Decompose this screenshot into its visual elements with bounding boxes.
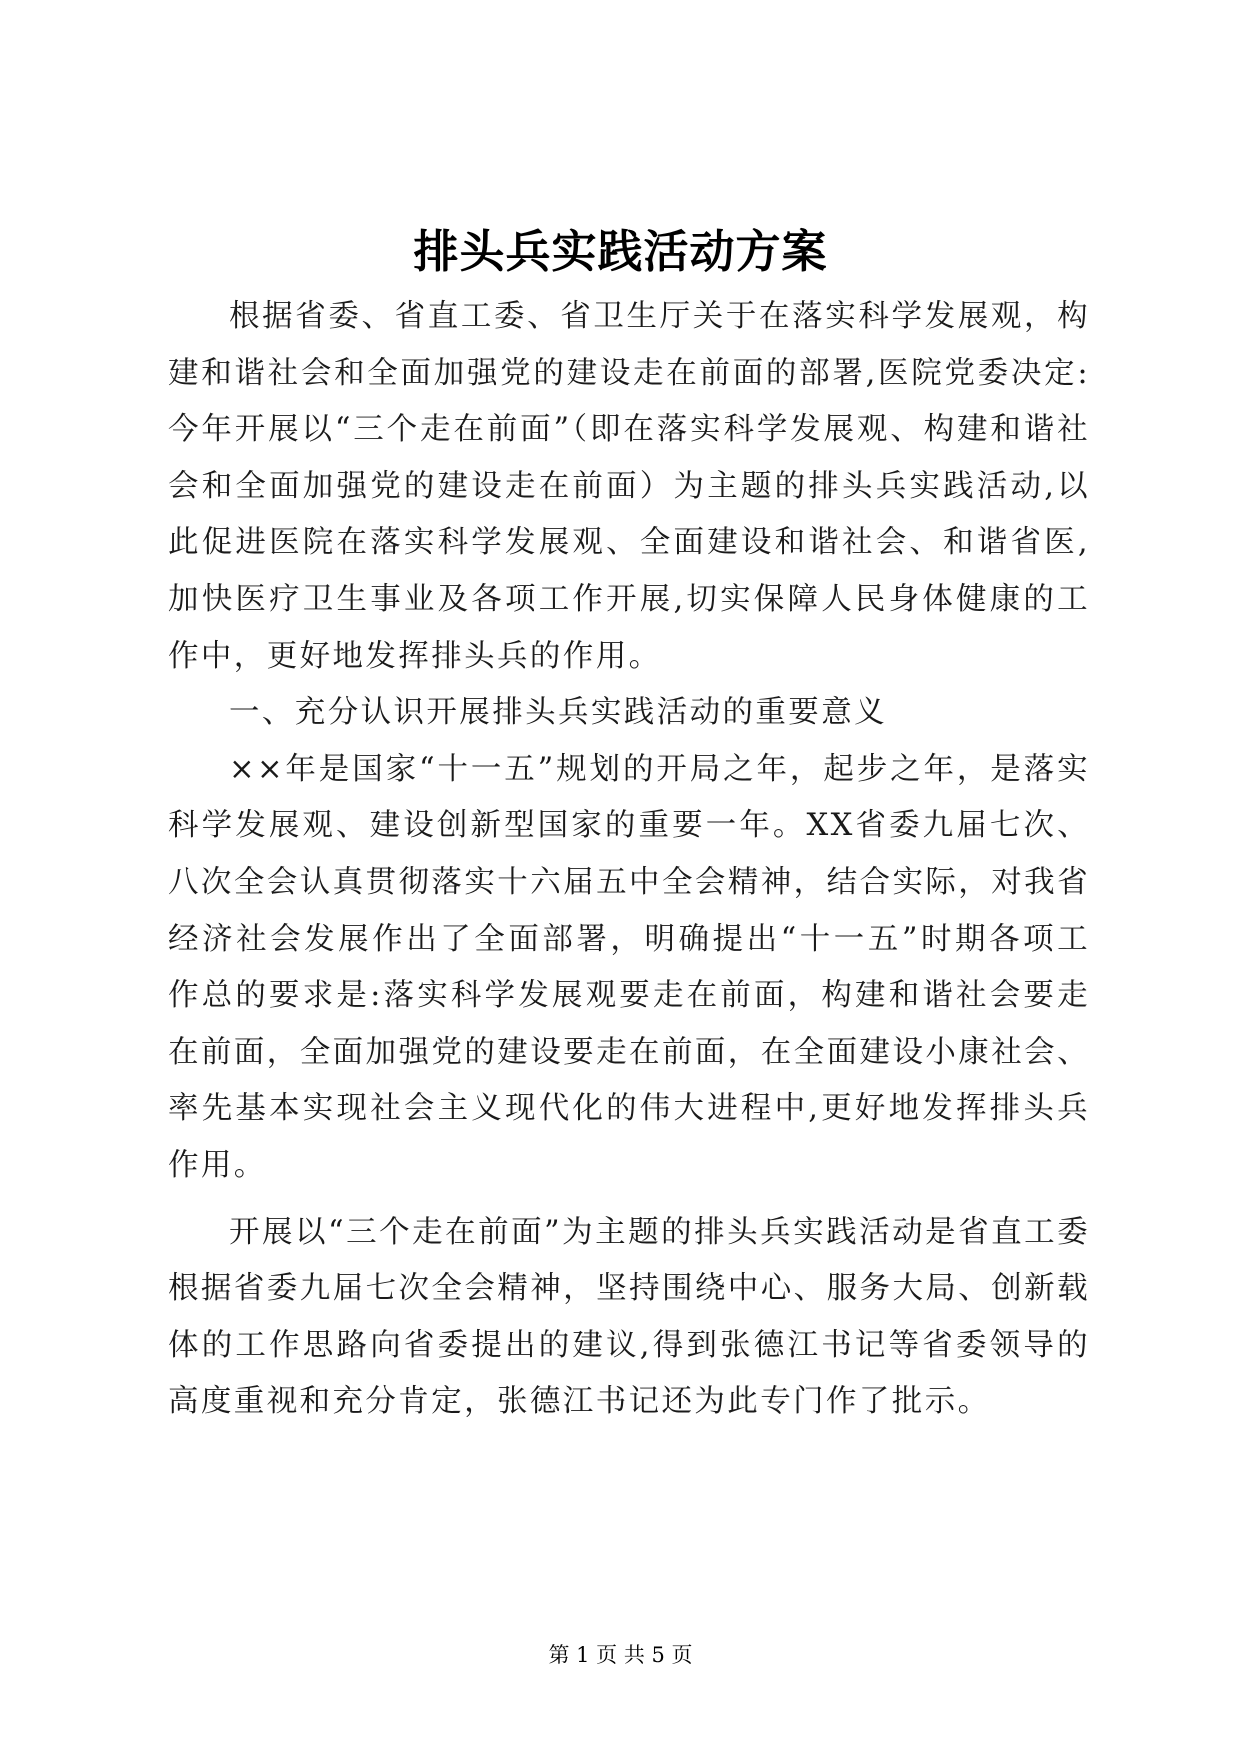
paragraph-intro: 根据省委、省直工委、省卫生厅关于在落实科学发展观，构建和谐社会和全面加强党的建设走在前面的部署,医院党委决定:今年开展以“三个走在前面”（即在落实科学发展观、构建和谐社会和全面加强党的建设走在前面）为主题的排头兵实践活动,以此促进医院在落实科学发展观、全面建设和谐社会、和谐省医,加快医疗卫生事业及各项工作开展,切实保障人民身体健康的工作中，更好地发挥排头兵的作用。 — [168, 299, 1090, 674]
paragraph-background: 开展以“三个走在前面”为主题的排头兵实践活动是省直工委根据省委九届七次全会精神，坚持围绕中心、服务大局、创新载体的工作思路向省委提出的建议,得到张德江书记等省委领导的高度重视和充分肯定，张德江书记还为此专门作了批示。 — [168, 1214, 1090, 1420]
section-heading-1: 一、充分认识开展排头兵实践活动的重要意义 — [229, 695, 887, 731]
document-body — [168, 289, 1090, 1431]
document-title: 排头兵实践活动方案 — [413, 225, 828, 278]
paragraph-significance: ××年是国家“十一五”规划的开局之年，起步之年，是落实科学发展观、建设创新型国家的重要一年。XX省委九届七次、八次全会认真贯彻落实十六届五中全会精神，结合实际，对我省经济社会发展作出了全面部署，明确提出“十一五”时期各项工作总的要求是:落实科学发展观要走在前面，构建和谐社会要走在前面，全面加强党的建设要走在前面，在全面建设小康社会、率先基本实现社会主义现代化的伟大进程中,更好地发挥排头兵作用。 — [168, 751, 1090, 1183]
page-footer: 第 1 页 共 5 页 — [548, 1643, 693, 1667]
